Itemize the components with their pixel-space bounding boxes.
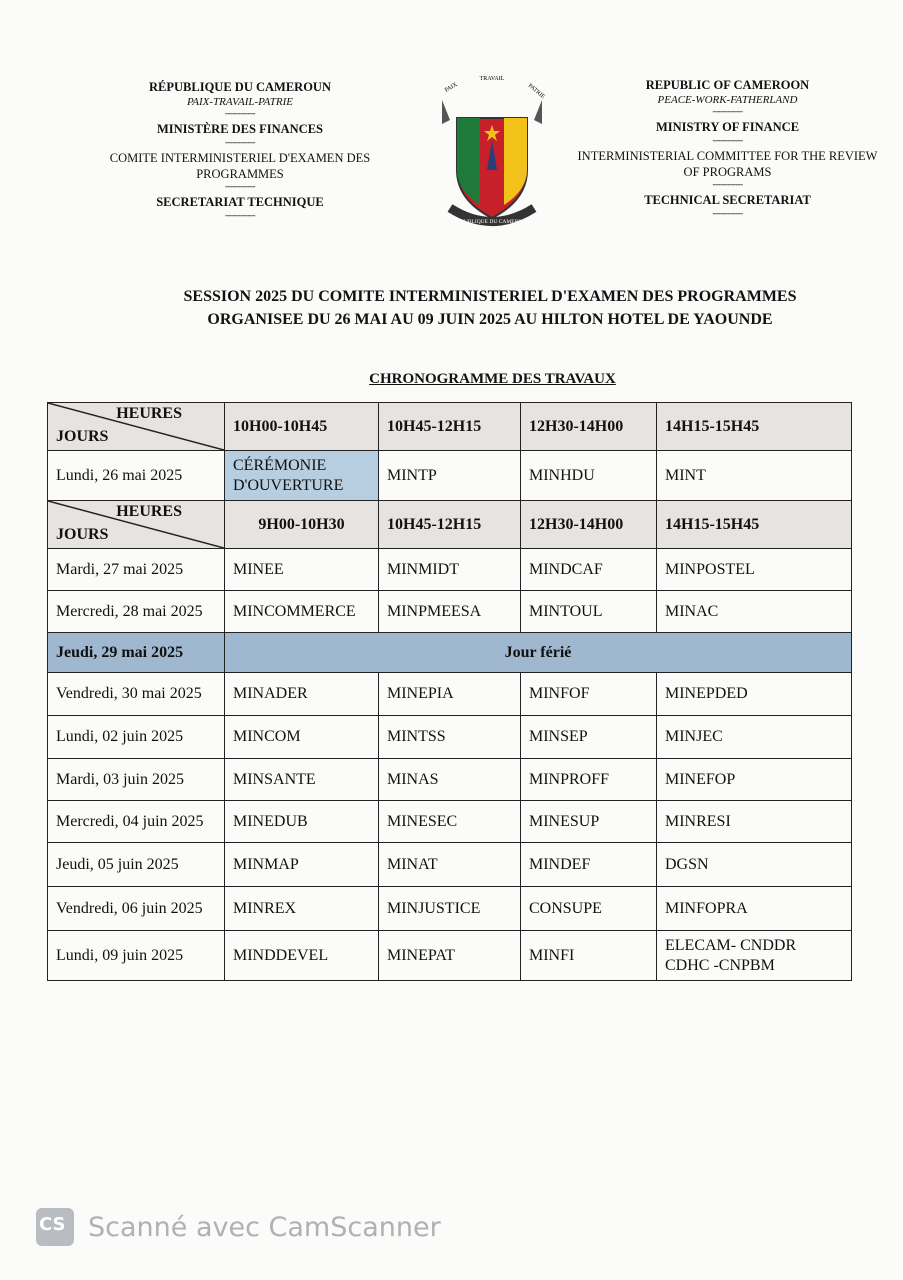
emblem-banner-top: TRAVAIL <box>479 76 505 82</box>
session-title-line2: ORGANISEE DU 26 MAI AU 09 JUIN 2025 AU HILTON HOTEL DE YAOUNDE <box>207 311 773 328</box>
committee-en-line2: OF PROGRAMS <box>683 164 772 179</box>
table-row <box>48 931 852 981</box>
ministry-fr: MINISTÈRE DES FINANCES <box>156 122 323 137</box>
day-cell: Vendredi, 30 mai 2025 <box>48 673 225 716</box>
committee-en-line1: INTERMINISTERIAL COMMITTEE FOR THE REVIEW <box>577 149 878 163</box>
header-right <box>560 78 895 218</box>
ministry-cell: MINTP <box>379 451 521 501</box>
table-row <box>48 759 852 801</box>
ministry-cell: MINJUSTICE <box>379 887 521 931</box>
committee-fr-line2: PROGRAMMES <box>196 166 284 181</box>
emblem-banner-left: PAIX <box>444 81 459 94</box>
day-cell: Mardi, 27 mai 2025 <box>48 549 225 591</box>
day-cell: Lundi, 02 juin 2025 <box>48 716 225 759</box>
ministry-cell: MINDEF <box>521 843 657 887</box>
ministry-cell: MINPROFF <box>521 759 657 801</box>
ministry-cell: MINDCAF <box>521 549 657 591</box>
ministry-cell: MINJEC <box>657 716 852 759</box>
holiday-row <box>48 633 852 673</box>
ministry-cell: DGSN <box>657 843 852 887</box>
ministry-cell: MINCOM <box>225 716 379 759</box>
schedule-subtitle: CHRONOGRAMME DES TRAVAUX <box>369 371 616 387</box>
divider: ------------ <box>712 135 743 145</box>
day-cell: Jeudi, 05 juin 2025 <box>48 843 225 887</box>
camscanner-logo-icon: CS <box>36 1208 74 1246</box>
divider: ------------ <box>712 179 743 190</box>
secretariat-en: TECHNICAL SECRETARIAT <box>644 193 811 208</box>
ministry-cell: MINESEC <box>379 801 521 843</box>
schedule-table <box>47 402 852 981</box>
ministry-cell: MINTOUL <box>521 591 657 633</box>
table-row <box>48 549 852 591</box>
table-row <box>48 673 852 716</box>
ministry-cell: MINADER <box>225 673 379 716</box>
shield-green <box>457 118 480 205</box>
ministry-cell: MINREX <box>225 887 379 931</box>
committee-fr-line1: COMITE INTERMINISTERIEL D'EXAMEN DES <box>109 151 371 165</box>
day-cell: Mercredi, 28 mai 2025 <box>48 591 225 633</box>
ministry-cell: MINESUP <box>521 801 657 843</box>
time-slot-header: 12H30-14H00 <box>521 501 657 549</box>
ministry-cell: MINEE <box>225 549 379 591</box>
ministry-cell: MINFOPRA <box>657 887 852 931</box>
time-slot-header: 14H15-15H45 <box>657 501 852 549</box>
ministry-cell: ELECAM- CNDDR CDHC -CNPBM <box>657 931 852 981</box>
day-cell: Lundi, 09 juin 2025 <box>48 931 225 981</box>
ministry-cell: MINEFOP <box>657 759 852 801</box>
ministry-cell: MINPOSTEL <box>657 549 852 591</box>
time-slot-header: 9H00-10H30 <box>225 501 379 549</box>
ministry-cell: MINRESI <box>657 801 852 843</box>
ministry-cell: MINCOMMERCE <box>225 591 379 633</box>
divider: ------------ <box>225 108 255 119</box>
motto-fr: PAIX-TRAVAIL-PATRIE <box>187 95 293 108</box>
shield-yellow <box>504 118 527 205</box>
emblem-banner-right: PATRIE <box>526 82 546 101</box>
divider: ------------ <box>225 209 255 220</box>
country-fr: RÉPUBLIQUE DU CAMEROUN <box>149 80 331 94</box>
table-row <box>48 591 852 633</box>
day-cell: Lundi, 26 mai 2025 <box>48 451 225 501</box>
corner-heures: HEURES <box>116 405 182 422</box>
time-slot-header: 12H30-14H00 <box>521 403 657 451</box>
axe-right-icon <box>534 100 542 124</box>
table-row <box>48 451 852 501</box>
ministry-cell: MINEPIA <box>379 673 521 716</box>
ministry-cell: MINAT <box>379 843 521 887</box>
ministry-en: MINISTRY OF FINANCE <box>655 120 800 135</box>
ministry-cell: MINMAP <box>225 843 379 887</box>
ministry-cell: MINAC <box>657 591 852 633</box>
ministry-cell: MINSANTE <box>225 759 379 801</box>
divider: ------------ <box>712 207 743 218</box>
table-header-row <box>48 403 852 451</box>
table-row <box>48 887 852 931</box>
ministry-cell: MINEPAT <box>379 931 521 981</box>
camscanner-text: Scanné avec CamScanner <box>88 1212 441 1243</box>
ministry-cell: CONSUPE <box>521 887 657 931</box>
time-slot-header: 10H00-10H45 <box>225 403 379 451</box>
session-title-line1: SESSION 2025 DU COMITE INTERMINISTERIEL D'EXAMEN DES PROGRAMMES <box>183 288 797 305</box>
ministry-cell: MINEPDED <box>657 673 852 716</box>
time-slot-header: 14H15-15H45 <box>657 403 852 451</box>
day-cell: Mercredi, 04 juin 2025 <box>48 801 225 843</box>
header-left <box>90 80 390 220</box>
axe-left-icon <box>442 100 450 124</box>
time-slot-header: 10H45-12H15 <box>379 403 521 451</box>
corner-cell <box>48 403 225 451</box>
ministry-cell: MINEDUB <box>225 801 379 843</box>
ministry-cell: MINT <box>657 451 852 501</box>
ministry-cell: MINAS <box>379 759 521 801</box>
corner-heures: HEURES <box>116 503 182 520</box>
day-cell: Vendredi, 06 juin 2025 <box>48 887 225 931</box>
ministry-cell: MINPMEESA <box>379 591 521 633</box>
ministry-cell: MINTSS <box>379 716 521 759</box>
divider: ------------ <box>712 106 743 117</box>
corner-cell <box>48 501 225 549</box>
ministry-cell: CÉRÉMONIE D'OUVERTURE <box>225 451 379 501</box>
emblem-ribbon-text: RÉPUBLIQUE DU CAMEROUN <box>453 219 531 225</box>
motto-en: PEACE-WORK-FATHERLAND <box>657 93 798 106</box>
ministry-cell: MINSEP <box>521 716 657 759</box>
table-row <box>48 716 852 759</box>
ministry-cell: MINFI <box>521 931 657 981</box>
table-row <box>48 843 852 887</box>
table-row <box>48 801 852 843</box>
ministry-cell: MINFOF <box>521 673 657 716</box>
secretariat-fr: SECRETARIAT TECHNIQUE <box>156 195 324 210</box>
ministry-cell: MINHDU <box>521 451 657 501</box>
divider: ------------ <box>225 181 255 192</box>
holiday-label: Jour férié <box>225 633 852 673</box>
day-cell: Mardi, 03 juin 2025 <box>48 759 225 801</box>
coat-of-arms-icon <box>432 70 552 230</box>
country-en: REPUBLIC OF CAMEROON <box>645 78 810 92</box>
ministry-cell: MINMIDT <box>379 549 521 591</box>
time-slot-header: 10H45-12H15 <box>379 501 521 549</box>
ministry-cell: MINDDEVEL <box>225 931 379 981</box>
table-header-row <box>48 501 852 549</box>
day-cell: Jeudi, 29 mai 2025 <box>48 633 225 673</box>
corner-jours: JOURS <box>56 428 109 445</box>
divider: ------------ <box>225 137 255 147</box>
corner-jours: JOURS <box>56 526 109 543</box>
